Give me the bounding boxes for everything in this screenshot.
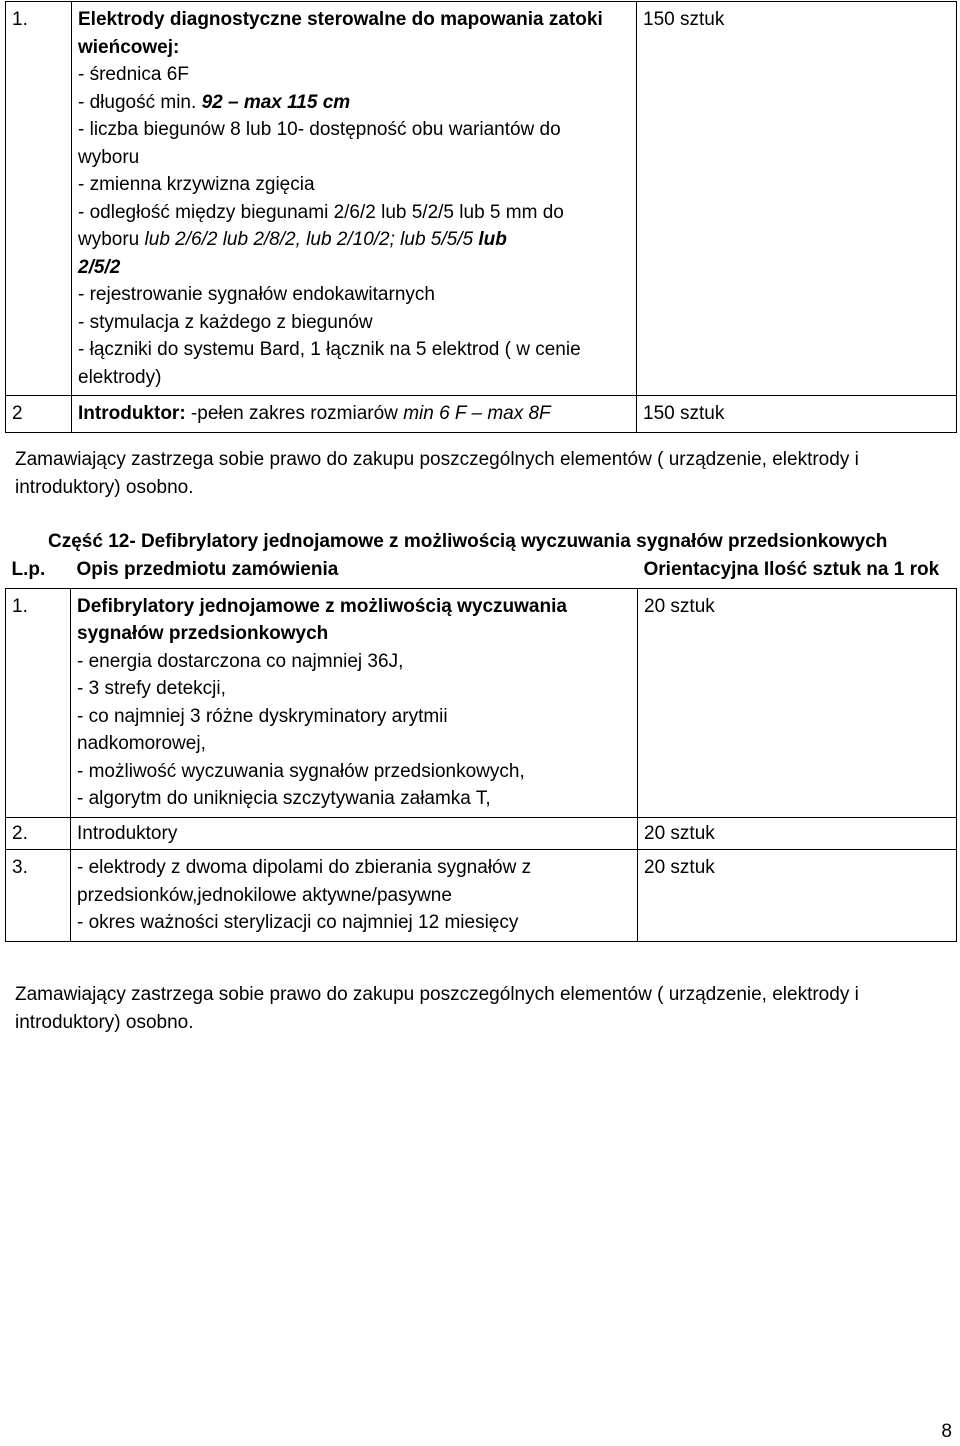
spec-text-italic: min 6 F – max 8F — [403, 403, 551, 424]
header-quantity: Orientacyjna Ilość sztuk na 1 rok — [638, 556, 957, 588]
spec-line: - 3 strefy detekcji, — [77, 678, 226, 699]
items-table-part12 — [5, 556, 957, 942]
spec-line: - algorytm do uniknięcia szczytywania załamka T, — [77, 788, 491, 809]
spec-line: - średnica 6F — [78, 64, 189, 85]
item-description — [72, 396, 637, 433]
spec-line: przedsionków,jednokilowe aktywne/pasywne — [77, 884, 452, 906]
spec-line: elektrody) — [78, 366, 162, 388]
spec-text-italic: lub 2/6/2 lub 2/8/2, lub 2/10/2; lub 5/5/5 — [144, 229, 474, 250]
spec-line: - łączniki do systemu Bard, 1 łącznik na 5 elektrod ( w cenie — [78, 339, 581, 360]
item-title: Introduktor: — [78, 403, 186, 424]
spec-line: - stymulacja z każdego z biegunów — [78, 311, 373, 333]
spec-line: - możliwość wyczuwania sygnałów przedsionkowych, — [77, 760, 525, 782]
table-row — [6, 588, 957, 817]
spec-line — [78, 226, 630, 254]
row-number: 1. — [6, 588, 71, 817]
item-quantity: 20 sztuk — [638, 850, 957, 942]
item-title: Elektrody diagnostyczne sterowalne do mapowania zatoki wieńcowej: — [78, 9, 603, 58]
spec-line: - odległość między biegunami 2/6/2 lub 5/2/5 lub 5 mm do — [78, 201, 564, 223]
spec-line — [78, 89, 630, 117]
item-quantity: 20 sztuk — [638, 588, 957, 817]
item-description — [71, 850, 638, 942]
header-description: Opis przedmiotu zamówienia — [71, 556, 638, 588]
row-number: 1. — [6, 2, 72, 396]
spec-line: nadkomorowej, — [77, 733, 206, 754]
item-description: Introduktory — [71, 817, 638, 850]
spec-line: 2/5/2 — [78, 256, 121, 278]
table-row — [6, 2, 957, 396]
spec-line: - rejestrowanie sygnałów endokawitarnych — [78, 284, 435, 305]
spec-line: wyboru — [78, 146, 140, 168]
page-number: 8 — [941, 1421, 952, 1442]
purchase-note: Zamawiający zastrzega sobie prawo do zakupu poszczególnych elementów ( urządzenie, elektrody i introduktory) osobno. — [15, 984, 859, 1033]
row-number: 3. — [6, 850, 71, 942]
item-quantity: 150 sztuk — [637, 396, 957, 433]
item-quantity: 20 sztuk — [638, 817, 957, 850]
spec-line: - okres ważności sterylizacji co najmniej 12 miesięcy — [77, 912, 519, 933]
item-quantity: 150 sztuk — [637, 2, 957, 396]
spec-line: - elektrody z dwoma dipolami do zbierania sygnałów z — [77, 857, 532, 878]
row-number: 2. — [6, 817, 71, 850]
purchase-note: Zamawiający zastrzega sobie prawo do zakupu poszczególnych elementów ( urządzenie, elektrody i introduktory) osobno. — [15, 449, 859, 498]
spec-text: - długość min. — [78, 91, 197, 113]
spec-text: -pełen zakres rozmiarów — [185, 403, 398, 424]
spec-text-bold-italic: 92 – max 115 cm — [201, 91, 351, 113]
item-title: Defibrylatory jednojamowe z możliwością wyczuwania sygnałów przedsionkowych — [77, 595, 567, 644]
table-row — [6, 396, 957, 433]
item-description — [72, 2, 637, 396]
section-heading: Część 12- Defibrylatory jednojamowe z możliwością wyczuwania sygnałów przedsionkowych — [48, 531, 888, 552]
items-table-part11 — [5, 1, 957, 433]
spec-line: - liczba biegunów 8 lub 10- dostępność obu wariantów do — [78, 119, 561, 140]
row-number: 2 — [6, 396, 72, 433]
item-description — [71, 588, 638, 817]
spec-line: - energia dostarczona co najmniej 36J, — [77, 650, 404, 672]
header-lp: L.p. — [6, 556, 71, 588]
spec-line: - co najmniej 3 różne dyskryminatory arytmii — [77, 705, 448, 727]
table-row — [6, 817, 957, 850]
table-header-row — [6, 556, 957, 588]
table-row — [6, 850, 957, 942]
spec-text-bold-italic: lub — [478, 229, 507, 250]
spec-line: - zmienna krzywizna zgięcia — [78, 174, 315, 195]
spec-text: wyboru — [78, 229, 140, 250]
